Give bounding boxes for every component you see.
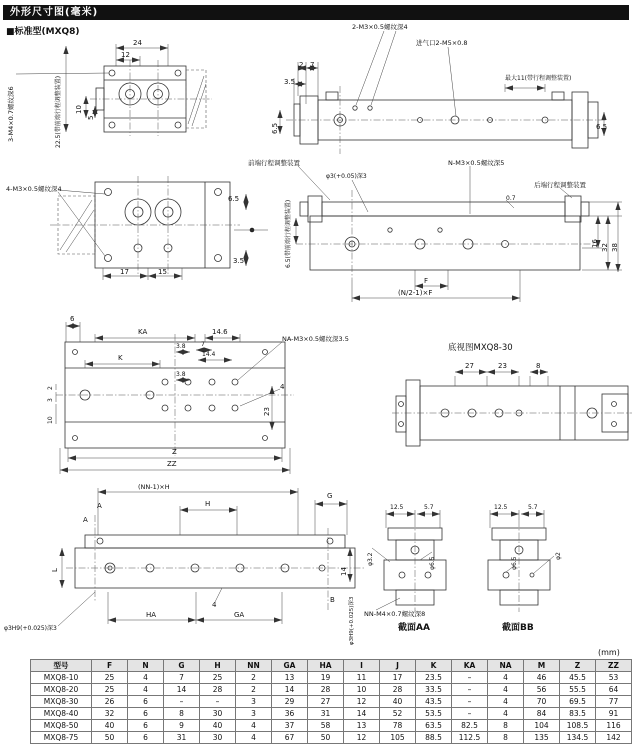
table-cell: 104 xyxy=(524,720,560,732)
dim-label: (N/2-1)×F xyxy=(398,289,433,297)
table-cell: 10 xyxy=(344,684,380,696)
table-header-cell: I xyxy=(344,660,380,672)
dim-label: 38 xyxy=(611,243,619,252)
table-cell: 40 xyxy=(92,720,128,732)
table-cell: 6 xyxy=(128,708,164,720)
thread-note: 4-M3×0.5螺纹深4 xyxy=(6,185,62,193)
dim-label: φ3(+0.05)深3 xyxy=(326,173,367,180)
table-header-cell: KA xyxy=(452,660,488,672)
table-cell: 50 xyxy=(92,732,128,744)
table-header-cell: H xyxy=(200,660,236,672)
dim-label: 22.5(带前端行程调整装置) xyxy=(55,75,62,148)
dim-label: 23 xyxy=(498,362,507,370)
dim-label: B xyxy=(330,596,335,604)
table-cell: 70 xyxy=(524,696,560,708)
table-cell: 52 xyxy=(380,708,416,720)
table-cell: 55.5 xyxy=(560,684,596,696)
table-cell: 78 xyxy=(380,720,416,732)
table-row xyxy=(31,720,632,732)
table-cell: 8 xyxy=(488,720,524,732)
dim-label: 10 xyxy=(47,416,54,424)
dim-label: 8 xyxy=(536,362,541,370)
dim-label: 3.5 xyxy=(284,78,296,86)
table-cell: 63.5 xyxy=(416,720,452,732)
section-aa-title: 截面AA xyxy=(398,623,430,633)
thread-note: N-M3×0.5螺纹深5 xyxy=(448,159,505,167)
dim-label: 12 xyxy=(121,51,130,59)
table-cell: 4 xyxy=(128,672,164,684)
table-cell: 9 xyxy=(164,720,200,732)
stroke-adjuster-note: 前端行程调整装置 xyxy=(248,159,300,167)
table-cell: 28 xyxy=(200,684,236,696)
unit-note: (mm) xyxy=(598,648,620,657)
dim-label: 7 xyxy=(201,341,205,348)
table-header-cell: HA xyxy=(308,660,344,672)
dim-label: H xyxy=(205,500,211,508)
table-cell: 11 xyxy=(344,672,380,684)
table-row xyxy=(31,708,632,720)
dim-label: φ6.5 xyxy=(429,556,436,570)
table-cell: 33.5 xyxy=(416,684,452,696)
table-header-cell: GA xyxy=(272,660,308,672)
dim-label: 3.8 xyxy=(176,343,186,350)
page-title-bar: 外形尺寸图(毫米) xyxy=(3,5,629,20)
dim-label: (NN-1)×H xyxy=(138,483,170,491)
drawing-section-bb xyxy=(488,510,554,612)
dim-label: F xyxy=(424,277,429,285)
table-cell: 108.5 xyxy=(560,720,596,732)
table-cell: 134.5 xyxy=(560,732,596,744)
table-cell: 28 xyxy=(308,684,344,696)
table-cell: 53 xyxy=(596,672,632,684)
table-cell: 2 xyxy=(236,672,272,684)
dim-label: 4 xyxy=(280,383,285,391)
table-cell: 88.5 xyxy=(416,732,452,744)
table-cell: 30 xyxy=(200,732,236,744)
table-cell: 116 xyxy=(596,720,632,732)
dim-label: 5.7 xyxy=(424,504,434,511)
table-cell: 4 xyxy=(488,708,524,720)
dim-label: GA xyxy=(234,611,245,619)
table-cell: 32 xyxy=(92,708,128,720)
dim-label: 32 xyxy=(601,243,609,252)
thread-note: 2-M3×0.5螺纹深4 xyxy=(352,23,408,31)
table-cell: – xyxy=(452,696,488,708)
table-cell: 4 xyxy=(488,684,524,696)
table-cell: 25 xyxy=(200,672,236,684)
table-cell: 40 xyxy=(200,720,236,732)
table-cell: 135 xyxy=(524,732,560,744)
table-cell: 50 xyxy=(308,732,344,744)
table-header-cell: K xyxy=(416,660,452,672)
dim-label: 6.5(带前端行程调整装置) xyxy=(285,199,292,268)
table-cell: 4 xyxy=(128,684,164,696)
table-cell: 25 xyxy=(92,672,128,684)
table-cell: 6 xyxy=(128,732,164,744)
dim-label: HA xyxy=(146,611,157,619)
dim-label: K xyxy=(118,354,123,362)
table-cell: 112.5 xyxy=(452,732,488,744)
thread-note: NA-M3×0.5螺纹深3.5 xyxy=(282,335,349,343)
model-cell: MXQ8-20 xyxy=(31,684,92,696)
table-cell: 91 xyxy=(596,708,632,720)
table-cell: – xyxy=(452,684,488,696)
table-cell: 82.5 xyxy=(452,720,488,732)
table-cell: 69.5 xyxy=(560,696,596,708)
table-cell: 29 xyxy=(272,696,308,708)
table-header-cell: NN xyxy=(236,660,272,672)
dim-label: 6.5 xyxy=(271,122,279,134)
dim-label: 12.5 xyxy=(390,504,404,511)
table-header-cell: N xyxy=(128,660,164,672)
model-cell: MXQ8-75 xyxy=(31,732,92,744)
dim-label: 10 xyxy=(75,105,83,114)
table-cell: 43.5 xyxy=(416,696,452,708)
dim-label: 15 xyxy=(158,268,167,276)
model-cell: MXQ8-40 xyxy=(31,708,92,720)
table-header-cell: F xyxy=(92,660,128,672)
drawing-bottom-view-mxq8-30 xyxy=(392,372,632,446)
table-cell: – xyxy=(200,696,236,708)
table-cell: 8 xyxy=(488,732,524,744)
dim-label: 12.5 xyxy=(494,504,508,511)
table-cell: 53.5 xyxy=(416,708,452,720)
dim-label: ZZ xyxy=(167,460,177,468)
table-cell: 28 xyxy=(380,684,416,696)
table-header-cell: ZZ xyxy=(596,660,632,672)
table-cell: 14 xyxy=(272,684,308,696)
dim-label: 14.6 xyxy=(212,328,228,336)
table-cell: 58 xyxy=(308,720,344,732)
drawing-top-end-view xyxy=(16,44,212,136)
dim-label: φ3H9(+0.025)深3 xyxy=(349,596,355,645)
dim-label: 23 xyxy=(263,407,271,416)
table-cell: 23.5 xyxy=(416,672,452,684)
dim-label: 27 xyxy=(465,362,474,370)
table-row xyxy=(31,732,632,744)
table-cell: 31 xyxy=(308,708,344,720)
table-cell: 31 xyxy=(164,732,200,744)
table-cell: 2 xyxy=(236,684,272,696)
table-cell: 84 xyxy=(524,708,560,720)
dim-label: 17 xyxy=(120,268,129,276)
dim-label: 6 xyxy=(70,315,75,323)
model-cell: MXQ8-50 xyxy=(31,720,92,732)
table-cell: 40 xyxy=(380,696,416,708)
dim-label: 3.8 xyxy=(176,371,186,378)
series-subtitle: ■标准型(MXQ8) xyxy=(6,27,80,37)
table-cell: 13 xyxy=(344,720,380,732)
dim-label: 5 xyxy=(87,115,95,120)
bottom-view-title: 底视图MXQ8-30 xyxy=(448,343,513,353)
dim-label: A xyxy=(97,502,102,510)
dim-label: G xyxy=(327,492,333,500)
dim-label: 3 xyxy=(47,398,54,402)
stroke-adjuster-note: 后端行程调整装置 xyxy=(534,181,586,189)
table-cell: 4 xyxy=(488,672,524,684)
dim-label: 7 xyxy=(310,61,315,69)
dim-label: 4 xyxy=(212,601,217,609)
table-row xyxy=(31,684,632,696)
table-header-cell: J xyxy=(380,660,416,672)
table-cell: 14 xyxy=(164,684,200,696)
table-header-cell: NA xyxy=(488,660,524,672)
table-cell: 105 xyxy=(380,732,416,744)
drawing-top-view xyxy=(280,31,606,154)
table-cell: 8 xyxy=(164,708,200,720)
table-cell: 13 xyxy=(272,672,308,684)
table-cell: 56 xyxy=(524,684,560,696)
table-cell: 64 xyxy=(596,684,632,696)
table-cell: 30 xyxy=(200,708,236,720)
dim-label: φ2 xyxy=(555,552,562,560)
dim-label: φ3H9(+0.025)深3 xyxy=(4,625,57,632)
table-cell: 36 xyxy=(272,708,308,720)
model-cell: MXQ8-10 xyxy=(31,672,92,684)
table-cell: 12 xyxy=(344,732,380,744)
dim-label: 3.5 xyxy=(233,257,245,265)
table-header-cell: M xyxy=(524,660,560,672)
table-cell: 4 xyxy=(236,732,272,744)
dim-label: L xyxy=(51,568,59,572)
drawing-long-side-view xyxy=(58,488,364,626)
table-row xyxy=(31,672,632,684)
table-cell: 14 xyxy=(344,708,380,720)
model-cell: MXQ8-30 xyxy=(31,696,92,708)
dim-label: Z xyxy=(172,448,177,456)
section-bb-title: 截面BB xyxy=(502,623,534,633)
table-cell: 4 xyxy=(236,720,272,732)
table-cell: 6 xyxy=(128,720,164,732)
table-cell: 7 xyxy=(164,672,200,684)
dim-label: 6.5 xyxy=(228,195,240,203)
table-cell: – xyxy=(164,696,200,708)
dim-label: 14 xyxy=(340,567,348,576)
table-cell: – xyxy=(452,672,488,684)
dimensions-table xyxy=(30,659,632,744)
table-header-cell: Z xyxy=(560,660,596,672)
table-cell: 67 xyxy=(272,732,308,744)
table-cell: 25 xyxy=(92,684,128,696)
table-cell: 12 xyxy=(344,696,380,708)
dim-label: 0.7 xyxy=(506,195,516,202)
dim-label: KA xyxy=(138,328,148,336)
dim-label: 最大11(带行程调整装置) xyxy=(505,75,572,82)
thread-note: NN-M4×0.7螺纹深8 xyxy=(364,610,426,618)
dim-label: φ6.5 xyxy=(511,556,518,570)
table-header-cell: G xyxy=(164,660,200,672)
dim-label: A xyxy=(83,516,88,524)
dim-label: 6.5 xyxy=(596,123,608,131)
table-cell: 83.5 xyxy=(560,708,596,720)
table-cell: 4 xyxy=(488,696,524,708)
table-header-cell: 型号 xyxy=(31,660,92,672)
dim-label: 2 xyxy=(47,386,54,390)
table-cell: – xyxy=(452,708,488,720)
thread-note: 3-M4×0.7螺纹深6 xyxy=(7,86,15,142)
table-cell: 37 xyxy=(272,720,308,732)
table-cell: 3 xyxy=(236,696,272,708)
dim-label: 16 xyxy=(591,239,599,248)
dim-label: 5.7 xyxy=(528,504,538,511)
table-cell: 27 xyxy=(308,696,344,708)
port-note: 进气口2-M5×0.8 xyxy=(416,39,468,47)
table-header-row xyxy=(31,660,632,672)
table-cell: 17 xyxy=(380,672,416,684)
table-row xyxy=(31,696,632,708)
dim-label: 14.4 xyxy=(202,351,216,358)
table-cell: 142 xyxy=(596,732,632,744)
dim-label: 2 xyxy=(299,61,304,69)
table-cell: 6 xyxy=(128,696,164,708)
table-cell: 45.5 xyxy=(560,672,596,684)
dim-label: 24 xyxy=(133,39,142,47)
dim-label: φ3.2 xyxy=(367,552,374,566)
table-cell: 46 xyxy=(524,672,560,684)
table-cell: 26 xyxy=(92,696,128,708)
table-cell: 3 xyxy=(236,708,272,720)
table-cell: 19 xyxy=(308,672,344,684)
table-cell: 77 xyxy=(596,696,632,708)
